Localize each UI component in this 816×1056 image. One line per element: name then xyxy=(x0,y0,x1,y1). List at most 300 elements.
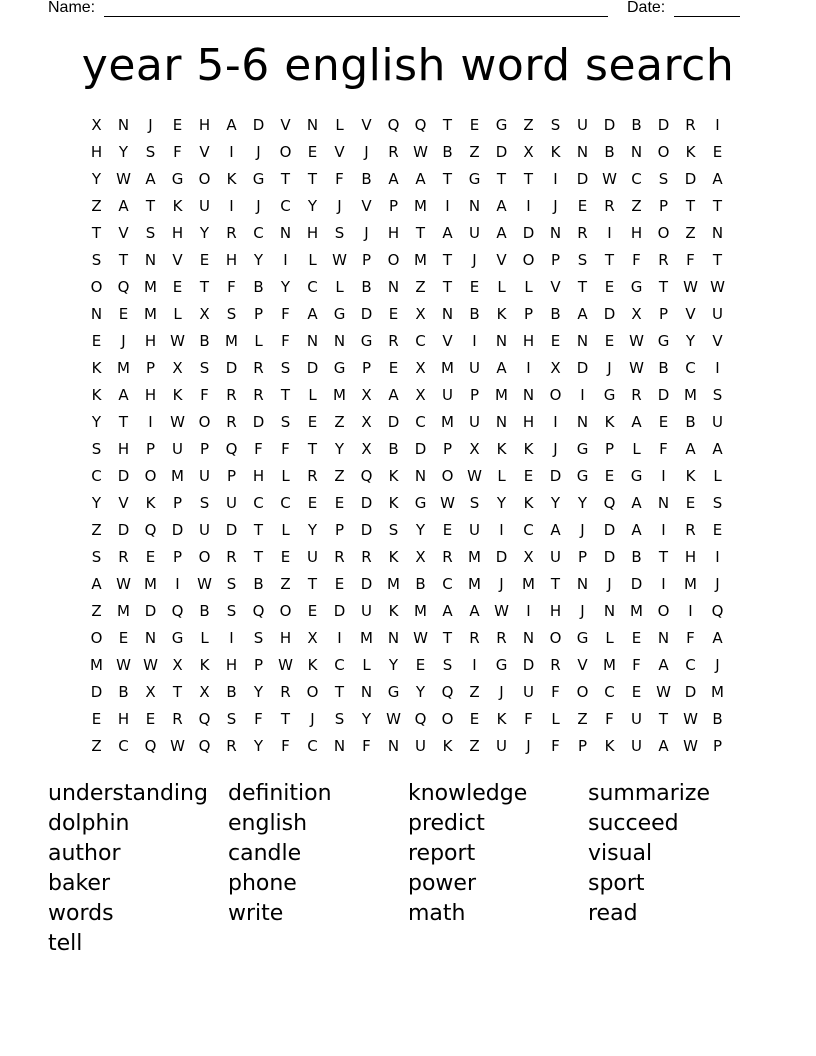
grid-letter: P xyxy=(604,440,615,458)
grid-letter: I xyxy=(148,413,153,431)
grid-letter: C xyxy=(91,467,102,485)
grid-letter: R xyxy=(172,710,183,728)
grid-letter: G xyxy=(630,278,643,296)
grid-letter: I xyxy=(445,197,450,215)
grid-letter: T xyxy=(658,710,669,728)
grid-letter: I xyxy=(499,521,504,539)
grid-letter: N xyxy=(657,494,670,512)
grid-letter: A xyxy=(631,413,642,431)
grid-letter: F xyxy=(281,440,290,458)
grid-letter: U xyxy=(199,467,210,485)
grid-letter: X xyxy=(415,548,426,566)
grid-letter: M xyxy=(171,467,184,485)
grid-letter: A xyxy=(685,440,696,458)
grid-letter: L xyxy=(254,332,263,350)
grid-letter: L xyxy=(335,116,344,134)
grid-letter: W xyxy=(278,656,293,674)
grid-letter: K xyxy=(685,467,696,485)
grid-letter: I xyxy=(526,602,531,620)
grid-letter: H xyxy=(549,602,562,620)
grid-letter: K xyxy=(604,737,615,755)
grid-letter: G xyxy=(576,629,589,647)
grid-letter: W xyxy=(116,575,131,593)
grid-letter: S xyxy=(334,224,345,242)
grid-letter: W xyxy=(683,278,698,296)
grid-letter: Q xyxy=(441,683,454,701)
grid-letter: V xyxy=(577,656,588,674)
grid-letter: R xyxy=(361,548,372,566)
grid-letter: O xyxy=(522,251,535,269)
grid-letter: J xyxy=(715,656,720,674)
grid-letter: T xyxy=(145,197,156,215)
grid-letter: V xyxy=(712,332,723,350)
grid-letter: F xyxy=(605,710,614,728)
grid-letter: E xyxy=(334,494,345,512)
grid-letter: B xyxy=(415,575,426,593)
letter-grid xyxy=(83,112,731,760)
grid-letter: P xyxy=(172,548,183,566)
grid-letter: D xyxy=(90,683,103,701)
grid-letter: Q xyxy=(711,602,724,620)
grid-letter: W xyxy=(170,413,185,431)
grid-letter: V xyxy=(685,305,696,323)
grid-letter: E xyxy=(604,467,615,485)
grid-letter: J xyxy=(148,116,153,134)
grid-letter: Z xyxy=(469,737,480,755)
grid-letter: S xyxy=(226,602,237,620)
grid-letter: E xyxy=(172,116,183,134)
grid-letter: A xyxy=(496,224,507,242)
grid-letter: J xyxy=(472,251,477,269)
grid-letter: K xyxy=(523,494,534,512)
grid-letter: E xyxy=(604,332,615,350)
grid-letter: I xyxy=(715,116,720,134)
grid-letter: N xyxy=(522,629,535,647)
grid-letter: Y xyxy=(91,170,102,188)
grid-letter: Q xyxy=(198,737,211,755)
grid-letter: Y xyxy=(307,197,318,215)
grid-letter: G xyxy=(333,305,346,323)
grid-letter: W xyxy=(440,494,455,512)
grid-letter: U xyxy=(550,548,561,566)
grid-letter: W xyxy=(494,602,509,620)
grid-letter: A xyxy=(712,440,723,458)
grid-letter: N xyxy=(360,683,373,701)
grid-letter: N xyxy=(144,251,157,269)
grid-letter: X xyxy=(199,683,210,701)
grid-letter: N xyxy=(306,332,319,350)
grid-letter: I xyxy=(526,359,531,377)
grid-letter: Z xyxy=(91,197,102,215)
grid-letter: U xyxy=(199,197,210,215)
grid-letter: M xyxy=(90,656,103,674)
grid-letter: R xyxy=(334,548,345,566)
grid-letter: T xyxy=(172,683,183,701)
grid-letter: T xyxy=(118,413,129,431)
grid-letter: T xyxy=(91,224,102,242)
grid-letter: P xyxy=(334,521,345,539)
grid-letter: G xyxy=(603,386,616,404)
grid-letter: X xyxy=(361,440,372,458)
grid-letter: J xyxy=(364,143,369,161)
grid-letter: N xyxy=(333,737,346,755)
name-field[interactable] xyxy=(104,0,608,17)
grid-letter: L xyxy=(605,629,614,647)
grid-letter: M xyxy=(495,386,508,404)
grid-letter: C xyxy=(307,278,318,296)
grid-letter: M xyxy=(333,386,346,404)
grid-letter: N xyxy=(549,224,562,242)
grid-letter: T xyxy=(442,278,453,296)
grid-letter: N xyxy=(387,629,400,647)
grid-letter: V xyxy=(361,197,372,215)
grid-letter: W xyxy=(683,710,698,728)
grid-letter: S xyxy=(145,224,156,242)
grid-letter: N xyxy=(522,386,535,404)
grid-letter: E xyxy=(631,683,642,701)
date-field[interactable] xyxy=(674,0,740,17)
grid-letter: Z xyxy=(685,224,696,242)
grid-letter: M xyxy=(441,359,454,377)
grid-letter: A xyxy=(658,656,669,674)
grid-letter: P xyxy=(226,467,237,485)
grid-letter: A xyxy=(442,224,453,242)
word-list-item: visual xyxy=(588,841,653,866)
grid-letter: B xyxy=(361,278,372,296)
grid-letter: K xyxy=(685,143,696,161)
grid-letter: Q xyxy=(360,467,373,485)
grid-letter: P xyxy=(442,440,453,458)
grid-letter: M xyxy=(522,575,535,593)
grid-letter: H xyxy=(252,467,265,485)
grid-letter: G xyxy=(495,116,508,134)
grid-letter: J xyxy=(580,521,585,539)
grid-letter: F xyxy=(524,710,533,728)
grid-letter: R xyxy=(226,548,237,566)
grid-letter: A xyxy=(118,197,129,215)
grid-letter: F xyxy=(551,683,560,701)
grid-letter: C xyxy=(253,224,264,242)
grid-letter: Y xyxy=(199,224,210,242)
grid-letter: V xyxy=(172,251,183,269)
word-list-item: write xyxy=(228,901,284,926)
grid-letter: D xyxy=(225,359,238,377)
grid-letter: E xyxy=(118,305,129,323)
grid-letter: X xyxy=(523,143,534,161)
grid-letter: R xyxy=(226,224,237,242)
word-list-item: report xyxy=(408,841,476,866)
grid-letter: Z xyxy=(334,467,345,485)
grid-letter: I xyxy=(715,548,720,566)
grid-letter: C xyxy=(334,656,345,674)
grid-letter: R xyxy=(469,629,480,647)
grid-letter: N xyxy=(603,602,616,620)
grid-letter: K xyxy=(91,386,102,404)
grid-letter: T xyxy=(307,170,318,188)
grid-letter: S xyxy=(253,629,264,647)
grid-letter: R xyxy=(280,683,291,701)
grid-letter: U xyxy=(307,548,318,566)
grid-letter: A xyxy=(415,170,426,188)
grid-letter: Q xyxy=(414,710,427,728)
grid-letter: T xyxy=(253,521,264,539)
grid-letter: A xyxy=(469,602,480,620)
grid-letter: S xyxy=(199,359,210,377)
grid-letter: X xyxy=(415,386,426,404)
word-list-item: baker xyxy=(48,871,110,896)
grid-letter: C xyxy=(307,737,318,755)
grid-letter: B xyxy=(361,170,372,188)
grid-letter: V xyxy=(118,494,129,512)
grid-letter: E xyxy=(712,143,723,161)
grid-letter: C xyxy=(253,494,264,512)
grid-letter: C xyxy=(523,521,534,539)
grid-letter: Z xyxy=(91,602,102,620)
grid-letter: H xyxy=(198,116,211,134)
grid-letter: E xyxy=(172,278,183,296)
grid-letter: T xyxy=(280,170,291,188)
grid-letter: B xyxy=(226,683,237,701)
grid-letter: O xyxy=(90,278,103,296)
grid-letter: I xyxy=(661,467,666,485)
grid-letter: B xyxy=(658,359,669,377)
grid-letter: G xyxy=(576,467,589,485)
grid-letter: I xyxy=(229,143,234,161)
grid-letter: L xyxy=(497,467,506,485)
grid-letter: N xyxy=(468,197,481,215)
grid-letter: R xyxy=(253,386,264,404)
grid-letter: K xyxy=(496,440,507,458)
grid-letter: F xyxy=(254,710,263,728)
grid-letter: Z xyxy=(91,521,102,539)
grid-letter: L xyxy=(200,629,209,647)
grid-letter: L xyxy=(551,710,560,728)
grid-letter: T xyxy=(334,683,345,701)
grid-letter: R xyxy=(388,332,399,350)
grid-letter: M xyxy=(144,278,157,296)
grid-letter: A xyxy=(631,521,642,539)
grid-letter: O xyxy=(279,143,292,161)
grid-letter: S xyxy=(712,494,723,512)
grid-letter: J xyxy=(364,224,369,242)
grid-letter: C xyxy=(631,170,642,188)
grid-letter: M xyxy=(630,602,643,620)
grid-letter: T xyxy=(685,197,696,215)
grid-letter: Q xyxy=(252,602,265,620)
grid-letter: N xyxy=(90,305,103,323)
grid-letter: Q xyxy=(414,116,427,134)
grid-letter: B xyxy=(253,575,264,593)
grid-letter: P xyxy=(145,440,156,458)
grid-letter: I xyxy=(229,629,234,647)
grid-letter: G xyxy=(171,170,184,188)
grid-letter: S xyxy=(226,575,237,593)
grid-letter: Y xyxy=(361,710,372,728)
grid-letter: S xyxy=(550,116,561,134)
grid-letter: I xyxy=(607,224,612,242)
grid-letter: N xyxy=(576,143,589,161)
grid-letter: M xyxy=(468,575,481,593)
grid-letter: B xyxy=(604,143,615,161)
grid-letter: Y xyxy=(334,440,345,458)
grid-letter: A xyxy=(145,170,156,188)
grid-letter: R xyxy=(442,548,453,566)
grid-letter: T xyxy=(712,251,723,269)
grid-letter: B xyxy=(550,305,561,323)
grid-letter: B xyxy=(118,683,129,701)
grid-letter: M xyxy=(387,575,400,593)
grid-letter: X xyxy=(91,116,102,134)
grid-letter: W xyxy=(656,683,671,701)
grid-letter: Y xyxy=(253,683,264,701)
grid-letter: O xyxy=(657,602,670,620)
grid-letter: Y xyxy=(280,278,291,296)
grid-letter: P xyxy=(658,197,669,215)
grid-letter: R xyxy=(631,386,642,404)
grid-letter: P xyxy=(253,305,264,323)
grid-letter: F xyxy=(281,737,290,755)
grid-letter: Y xyxy=(388,656,399,674)
grid-letter: C xyxy=(685,359,696,377)
grid-letter: G xyxy=(171,629,184,647)
grid-letter: A xyxy=(388,170,399,188)
grid-letter: N xyxy=(657,629,670,647)
grid-letter: M xyxy=(603,656,616,674)
grid-letter: R xyxy=(226,386,237,404)
grid-letter: N xyxy=(117,116,130,134)
word-list-item: author xyxy=(48,841,121,866)
word-list-item: math xyxy=(408,901,466,926)
grid-letter: C xyxy=(280,197,291,215)
grid-letter: M xyxy=(225,332,238,350)
grid-letter: T xyxy=(523,170,534,188)
grid-letter: K xyxy=(172,386,183,404)
grid-letter: S xyxy=(388,521,399,539)
grid-letter: J xyxy=(256,143,261,161)
grid-letter: A xyxy=(91,575,102,593)
grid-letter: G xyxy=(495,656,508,674)
word-list-item: summarize xyxy=(588,781,710,806)
grid-letter: V xyxy=(118,224,129,242)
grid-letter: P xyxy=(361,359,372,377)
grid-letter: U xyxy=(712,413,723,431)
grid-letter: C xyxy=(604,683,615,701)
grid-letter: Q xyxy=(603,494,616,512)
grid-letter: Y xyxy=(415,521,426,539)
grid-letter: D xyxy=(603,116,616,134)
grid-letter: S xyxy=(199,494,210,512)
grid-letter: E xyxy=(550,332,561,350)
grid-letter: J xyxy=(499,575,504,593)
grid-letter: K xyxy=(199,656,210,674)
grid-letter: B xyxy=(631,548,642,566)
grid-letter: H xyxy=(387,224,400,242)
word-list-item: english xyxy=(228,811,308,836)
grid-letter: F xyxy=(200,386,209,404)
grid-letter: M xyxy=(414,251,427,269)
grid-letter: J xyxy=(607,359,612,377)
grid-letter: N xyxy=(414,467,427,485)
grid-letter: Z xyxy=(523,116,534,134)
grid-letter: L xyxy=(308,251,317,269)
grid-letter: E xyxy=(145,548,156,566)
grid-letter: T xyxy=(577,278,588,296)
grid-letter: H xyxy=(171,224,184,242)
grid-letter: E xyxy=(469,116,480,134)
grid-letter: B xyxy=(199,332,210,350)
grid-letter: P xyxy=(577,548,588,566)
grid-letter: S xyxy=(712,386,723,404)
grid-letter: A xyxy=(307,305,318,323)
grid-letter: U xyxy=(172,440,183,458)
grid-letter: Z xyxy=(631,197,642,215)
grid-letter: O xyxy=(198,170,211,188)
grid-letter: E xyxy=(199,251,210,269)
grid-letter: F xyxy=(632,251,641,269)
grid-letter: E xyxy=(577,197,588,215)
grid-letter: N xyxy=(306,116,319,134)
grid-letter: P xyxy=(145,359,156,377)
grid-letter: Y xyxy=(253,251,264,269)
grid-letter: G xyxy=(630,467,643,485)
grid-letter: L xyxy=(713,467,722,485)
grid-letter: T xyxy=(442,629,453,647)
grid-letter: K xyxy=(388,602,399,620)
grid-letter: D xyxy=(387,413,400,431)
grid-letter: I xyxy=(337,629,342,647)
grid-letter: L xyxy=(335,278,344,296)
grid-letter: E xyxy=(334,575,345,593)
grid-letter: R xyxy=(550,656,561,674)
grid-letter: D xyxy=(603,548,616,566)
word-list-item: knowledge xyxy=(408,781,528,806)
grid-letter: G xyxy=(468,170,481,188)
grid-letter: S xyxy=(280,413,291,431)
grid-letter: O xyxy=(549,386,562,404)
grid-letter: K xyxy=(550,143,561,161)
grid-letter: U xyxy=(712,305,723,323)
grid-letter: S xyxy=(91,440,102,458)
grid-letter: M xyxy=(144,305,157,323)
grid-letter: J xyxy=(337,197,342,215)
grid-letter: C xyxy=(442,575,453,593)
grid-letter: Y xyxy=(577,494,588,512)
grid-letter: J xyxy=(499,683,504,701)
grid-letter: T xyxy=(415,224,426,242)
grid-letter: J xyxy=(256,197,261,215)
grid-letter: L xyxy=(632,440,641,458)
grid-letter: B xyxy=(631,116,642,134)
grid-letter: W xyxy=(332,251,347,269)
grid-letter: R xyxy=(577,224,588,242)
grid-letter: D xyxy=(684,170,697,188)
grid-letter: U xyxy=(496,737,507,755)
grid-letter: R xyxy=(604,197,615,215)
grid-letter: V xyxy=(496,251,507,269)
grid-letter: C xyxy=(415,413,426,431)
grid-letter: R xyxy=(685,116,696,134)
grid-letter: K xyxy=(307,656,318,674)
grid-letter: C xyxy=(280,494,291,512)
grid-letter: S xyxy=(145,143,156,161)
grid-letter: M xyxy=(414,602,427,620)
grid-letter: R xyxy=(226,413,237,431)
grid-letter: D xyxy=(657,386,670,404)
grid-letter: A xyxy=(496,197,507,215)
grid-letter: D xyxy=(360,305,373,323)
grid-letter: R xyxy=(253,359,264,377)
grid-letter: J xyxy=(310,710,315,728)
